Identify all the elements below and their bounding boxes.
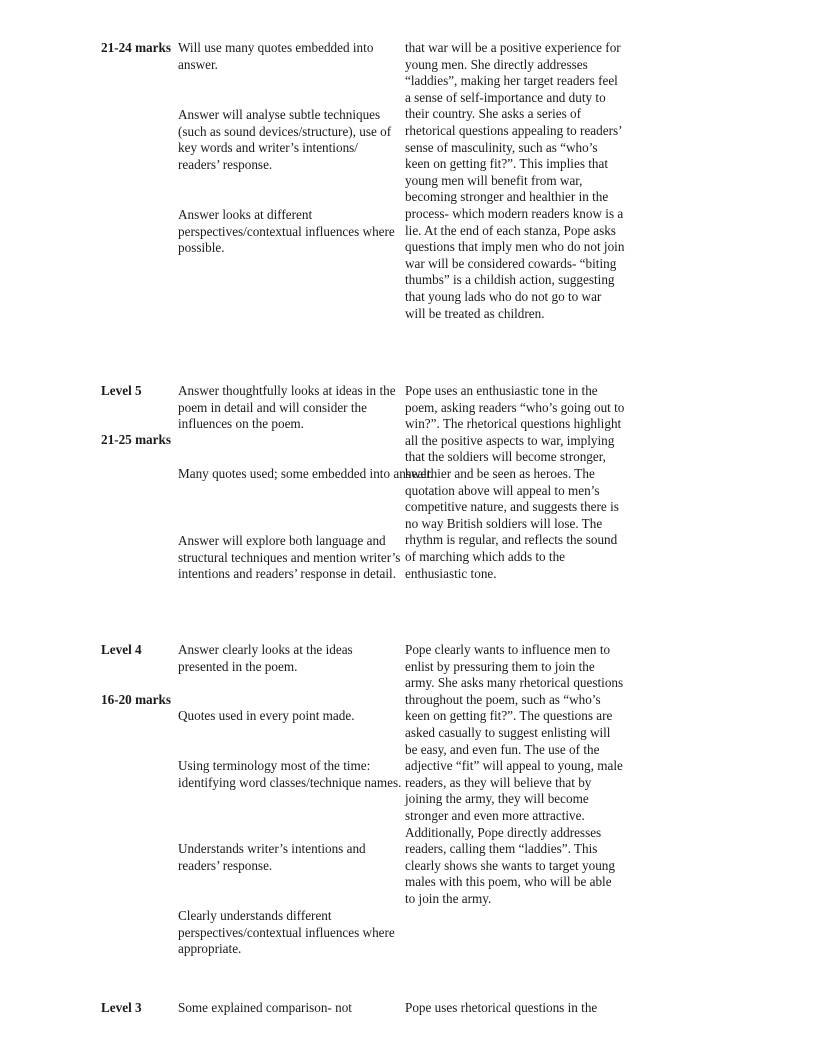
- level-5-marks: 21-25 marks: [101, 432, 171, 447]
- level-4-criterion-intentions: Understands writer’s intentions and readers’ response.: [178, 841, 366, 873]
- criterion-quotes: Will use many quotes embedded into answer.: [178, 40, 374, 72]
- level-4-criterion-quotes: Quotes used in every point made.: [178, 708, 355, 723]
- example-answer-band-24: that war will be a positive experience for young men. She directly addresses “laddies”, making her target readers feel a sense of self-importance and duty to their country. She asks a series of rhetorical questions appealing to readers’ sense of masculinity, such as “who’s keen on getting fit?”. This implies that young men will benefit from war, becoming stronger and healthier in the process- which modern readers know is a lie. At the end of each stanza, Pope asks questions that imply men who do not join war will be considered cowards- “biting thumbs” is a childish action, suggesting that young lads who do not go to war will be treated as children.: [405, 40, 625, 321]
- level-4-criterion-terminology: Using terminology most of the time: identifying word classes/technique names.: [178, 758, 402, 790]
- level-3-label: Level 3: [101, 1000, 142, 1015]
- example-answer-level-4: Pope clearly wants to influence men to enlist by pressuring them to join the army. She asks many rhetorical questions throughout the poem, such as “who’s keen on getting fit?”. The questions are asked casually to suggest enlisting will be easy, and even fun. The use of the adjective “fit” will appeal to young, male readers, as they will believe that by joining the army, they will become stronger and even more attractive. Additionally, Pope directly addresses readers, calling them “laddies”. This clearly shows she wants to target young males with this poem, who will be able to join the army.: [405, 642, 624, 906]
- level-5-criterion-techniques: Answer will explore both language and structural techniques and mention writer’s intentions and readers’ response in detail.: [178, 533, 401, 582]
- level-4-marks: 16-20 marks: [101, 692, 171, 707]
- level-4-criterion-ideas: Answer clearly looks at the ideas presented in the poem.: [178, 642, 353, 674]
- level-5-label: Level 5: [101, 383, 142, 398]
- level-4-label: Level 4: [101, 642, 142, 657]
- level-4-criterion-perspectives: Clearly understands different perspectives/contextual influences where appropriate.: [178, 908, 395, 957]
- band-marks-label: 21-24 marks: [101, 40, 171, 55]
- level-5-criterion-quotes: Many quotes used; some embedded into answer.: [178, 466, 434, 481]
- example-answer-level-5: Pope uses an enthusiastic tone in the poem, asking readers “who’s going out to win?”. The rhetorical questions highlight all the positive aspects to war, implying that the soldiers will become stronger, healthier and be seen as heroes. The quotation above will appeal to men’s competitive nature, and suggests there is no way British soldiers will lose. The rhythm is regular, and reflects the sound of marching which adds to the enthusiastic tone.: [405, 383, 625, 581]
- level-5-criterion-ideas: Answer thoughtfully looks at ideas in the poem in detail and will consider the influences on the poem.: [178, 383, 396, 432]
- criterion-perspectives: Answer looks at different perspectives/contextual influences where possible.: [178, 207, 395, 256]
- example-answer-level-3-start: Pope uses rhetorical questions in the: [405, 1000, 598, 1015]
- criterion-techniques: Answer will analyse subtle techniques (such as sound devices/structure), use of key words and writer’s intentions/ readers’ response.: [178, 107, 392, 172]
- level-3-criterion-start: Some explained comparison- not: [178, 1000, 352, 1015]
